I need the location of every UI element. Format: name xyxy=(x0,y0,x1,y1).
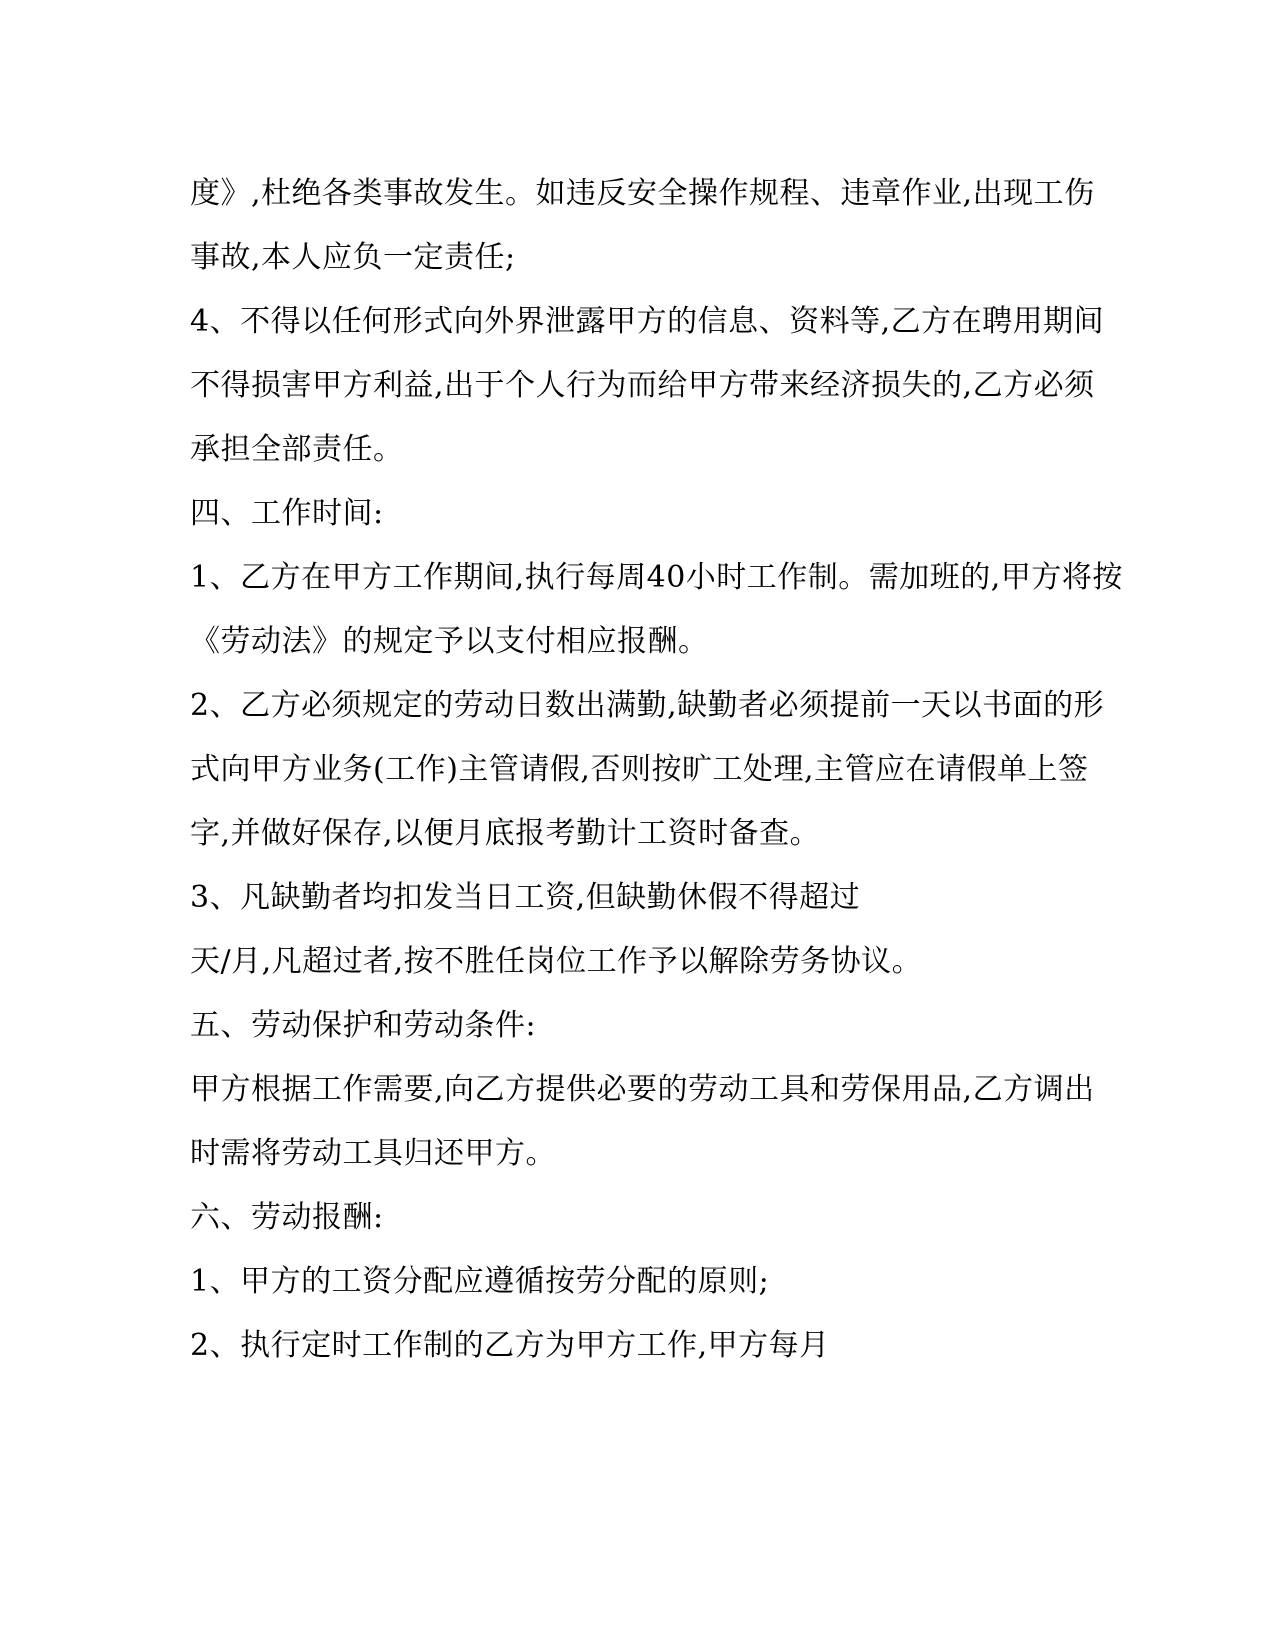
text-line: 1、乙方在甲方工作期间,执行每周40小时工作制。需加班的,甲方将按 xyxy=(190,560,1123,595)
text-line: 1、甲方的工资分配应遵循按劳分配的原则; xyxy=(190,1264,770,1299)
text-line: 事故,本人应负一定责任; xyxy=(190,240,516,275)
section-heading-labor-pay: 六、劳动报酬: xyxy=(190,1200,384,1235)
text-line: 4、不得以任何形式向外界泄露甲方的信息、资料等,乙方在聘用期间 xyxy=(190,304,1105,339)
text-line: 天/月,凡超过者,按不胜任岗位工作予以解除劳务协议。 xyxy=(190,944,923,979)
text-line: 字,并做好保存,以便月底报考勤计工资时备查。 xyxy=(190,816,821,851)
text-line: 3、凡缺勤者均扣发当日工资,但缺勤休假不得超过 xyxy=(190,880,861,915)
text-line: 度》,杜绝各类事故发生。如违反安全操作规程、违章作业,出现工伤 xyxy=(190,176,1095,211)
section-heading-labor-protection: 五、劳动保护和劳动条件: xyxy=(190,1008,537,1043)
text-line: 时需将劳动工具归还甲方。 xyxy=(190,1136,556,1171)
text-line: 甲方根据工作需要,向乙方提供必要的劳动工具和劳保用品,乙方调出 xyxy=(190,1072,1095,1107)
text-line: 不得损害甲方利益,出于个人行为而给甲方带来经济损失的,乙方必须 xyxy=(190,368,1095,403)
text-line: 2、乙方必须规定的劳动日数出满勤,缺勤者必须提前一天以书面的形 xyxy=(190,688,1105,723)
document-body xyxy=(190,162,1123,1378)
text-line: 2、执行定时工作制的乙方为甲方工作,甲方每月 xyxy=(190,1328,830,1363)
text-line: 《劳动法》的规定予以支付相应报酬。 xyxy=(190,624,709,659)
text-line: 承担全部责任。 xyxy=(190,432,404,467)
section-heading-work-time: 四、工作时间: xyxy=(190,496,384,531)
text-line: 式向甲方业务(工作)主管请假,否则按旷工处理,主管应在请假单上签 xyxy=(190,752,1089,787)
